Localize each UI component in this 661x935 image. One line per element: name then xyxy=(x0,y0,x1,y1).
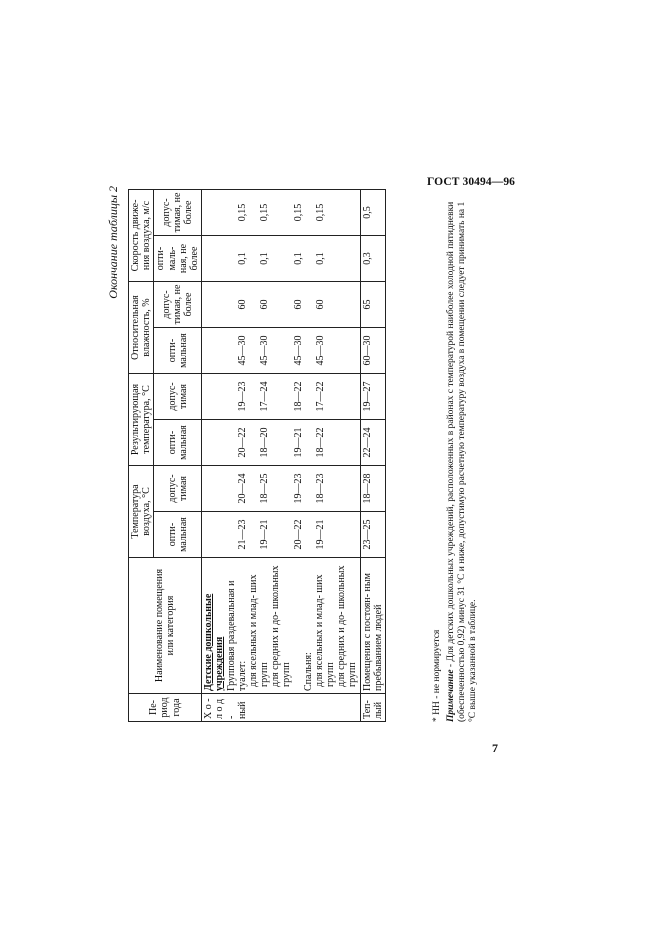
hum-allow-cell: 65 xyxy=(360,281,385,327)
spd-allow-cell: 0,15 0,15 0,15 0,15 xyxy=(202,189,360,235)
air-opt-cell: 23—25 xyxy=(360,512,385,558)
table-row xyxy=(202,189,360,721)
res-allow-cell: 19—27 xyxy=(360,373,385,419)
room-name: для средних и до- школьных групп xyxy=(270,565,293,687)
air-temp-header: Температура воздуха, °С xyxy=(129,465,154,557)
room-name-cell xyxy=(202,558,360,694)
note-label: Примечание xyxy=(445,669,456,722)
res-opt-subheader: опти- мальная xyxy=(154,419,202,465)
humidity-header: Относительная влажность, % xyxy=(129,281,154,373)
spd-opt-cell: 0,1 0,1 0,1 0,1 xyxy=(202,235,360,281)
spd-allow-cell: 0,5 xyxy=(360,189,385,235)
room-header: Наименование помещения или категория xyxy=(129,558,202,694)
spd-opt-cell: 0,3 xyxy=(360,235,385,281)
section-title: Детские дошкольные учреждения xyxy=(203,593,226,691)
result-temp-header: Результирующая температура, °С xyxy=(129,373,154,465)
spd-allow-subheader: допус- тимая, не более xyxy=(154,189,202,235)
hum-allow-subheader: допус- тимая, не более xyxy=(154,281,202,327)
air-opt-cell: 21—23 19—21 20—22 19—21 xyxy=(202,512,360,558)
footnote: * НН - не нормируется xyxy=(432,629,442,722)
air-speed-header: Скорость движе- ния воздуха, м/с xyxy=(129,189,154,281)
header-row-1 xyxy=(129,189,154,721)
air-allow-cell: 18—28 xyxy=(360,465,385,511)
air-opt-subheader: опти- мальная xyxy=(154,512,202,558)
note-paragraph xyxy=(446,190,479,722)
page-number: 7 xyxy=(492,741,498,755)
group-title: Групповая раздевальная и туалет: xyxy=(225,580,248,691)
standard-number: ГОСТ 30494—96 xyxy=(427,176,516,188)
hum-opt-cell: 45—30 45—30 45—30 45—30 xyxy=(202,327,360,373)
table-row xyxy=(360,189,385,721)
hum-allow-cell: 60 60 60 60 xyxy=(202,281,360,327)
room-name-cell: Помещения с постоян- ным пребыванием людей xyxy=(360,558,385,694)
res-allow-cell: 19—23 17—24 18—22 17—22 xyxy=(202,373,360,419)
table-continuation-caption: Окончание таблицы 2 xyxy=(106,186,120,299)
table-notes xyxy=(432,190,482,722)
group-title: Спальня: xyxy=(302,652,314,691)
room-name: для ясельных и млад- ших групп xyxy=(247,574,271,687)
cold-period-cell: Х о - л о д - ный xyxy=(202,694,360,722)
rotated-table-block xyxy=(100,182,495,722)
spd-opt-subheader: опти- маль- ная, не более xyxy=(154,235,202,281)
note-text: - Для детских дошкольных учреждений, расположенных в районах с температурой наиболее холодной пятидневки (обеспеченностью 0,92) минус 31 °С и ниже, допустимую расчетную температуру воздуха в помещении следует принимать на 1 °С выше указанной в таблице. xyxy=(445,201,478,722)
res-opt-cell: 22—24 xyxy=(360,419,385,465)
hum-opt-subheader: опти- мальная xyxy=(154,327,202,373)
res-opt-cell: 20—22 18—20 19—21 18—22 xyxy=(202,419,360,465)
hum-opt-cell: 60—30 xyxy=(360,327,385,373)
warm-period-cell: Теп- лый xyxy=(360,694,385,722)
climate-parameters-table xyxy=(128,189,386,722)
room-name: для ясельных и млад- ших групп xyxy=(313,574,336,687)
room-name: для средних и до- школьных групп xyxy=(336,565,359,687)
air-allow-cell: 20—24 18—25 19—23 18—23 xyxy=(202,465,360,511)
air-allow-subheader: допус- тимая xyxy=(154,465,202,511)
period-header: Пе- риод года xyxy=(129,694,202,722)
res-allow-subheader: допус- тимая xyxy=(154,373,202,419)
